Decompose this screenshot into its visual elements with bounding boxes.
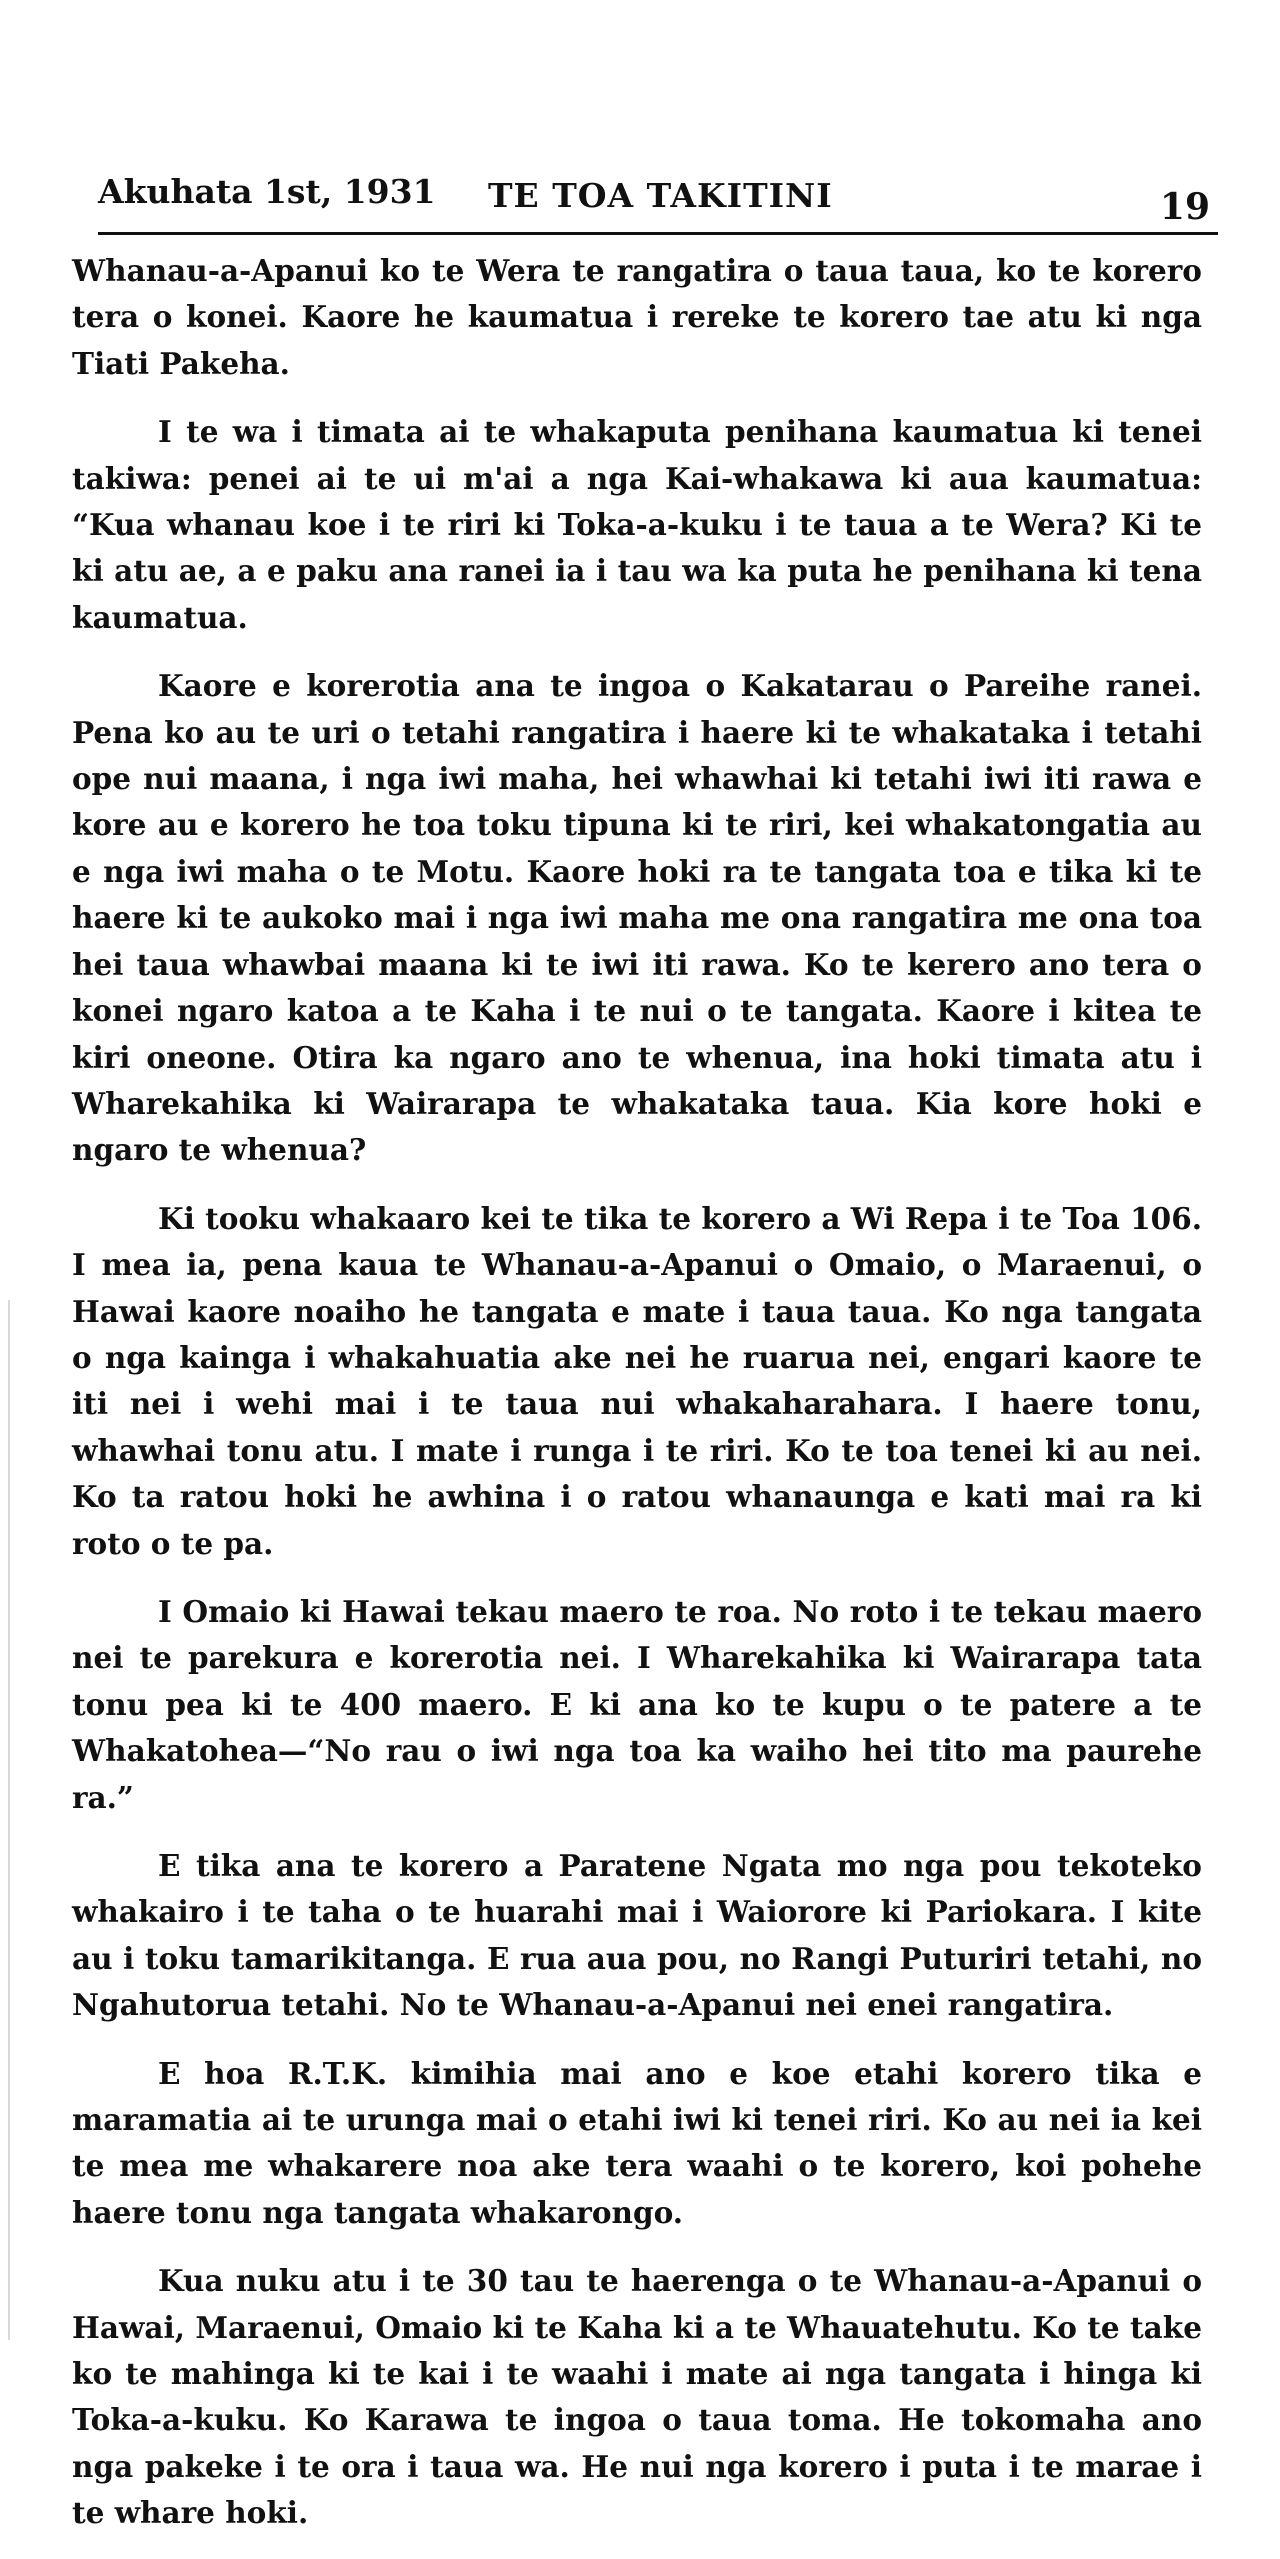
publication-title: TE TOA TAKITINI xyxy=(488,176,833,215)
paragraph-8: Kua nuku atu i te 30 tau te haerenga o te Whanau-a-Apanui o Hawai, Maraenui, Omaio ki te Kaha ki a te Whauatehutu. Ko te take ko te mahinga ki te kai i te waahi i mate ai nga tangata i hinga ki Toka-a-kuku. Ko Karawa te ingoa o taua toma. He tokomaha ano nga pakeke i te ora i taua wa. He nui nga korero i puta i te marae i te whare hoki. xyxy=(72,2263,1202,2531)
paragraph-1: Whanau-a-Apanui ko te Wera te rangatira o taua taua, ko te korero tera o konei. Kaore he kaumatua i rereke te korero tae atu ki nga Tiati Pakeha. xyxy=(72,253,1202,381)
paragraph-4: Ki tooku whakaaro kei te tika te korero a Wi Repa i te Toa 106. I mea ia, pena kaua te Whanau-a-Apanui o Omaio, o Maraenui, o Hawai kaore noaiho he tangata e mate i taua taua. Ko nga tangata o nga kainga i whakahuatia ake nei he ruarua nei, engari kaore te iti nei i wehi mai i te taua nui whakaharahara. I haere tonu, whawhai tonu atu. I mate i runga i te riri. Ko te toa tenei ki au nei. Ko ta ratou hoki he awhina i o ratou whanaunga e kati mai ra ki roto o te pa. xyxy=(72,1200,1202,1561)
page-edge-shadow xyxy=(8,1300,10,2340)
page-header xyxy=(98,162,1218,235)
article-body xyxy=(72,248,1202,2559)
paragraph-2: I te wa i timata ai te whakaputa penihana kaumatua ki tenei takiwa: penei ai te ui m'ai a nga Kai-whakawa ki aua kaumatua: “Kua whanau koe i te riri ki Toka-a-kuku i te taua a te Wera? Ki te ki atu ae, a e paku ana ranei ia i tau wa ka puta he penihana ki tena kaumatua. xyxy=(72,414,1202,635)
paragraph-6: E tika ana te korero a Paratene Ngata mo nga pou tekoteko whakairo i te taha o te huarahi mai i Waiorore ki Pariokara. I kite au i toku tamarikitanga. E rua aua pou, no Rangi Puturiri tetahi, no Ngahutorua tetahi. No te Whanau-a-Apanui nei enei rangatira. xyxy=(72,1848,1202,2023)
paragraph-3: Kaore e korerotia ana te ingoa o Kakatarau o Pareihe ranei. Pena ko au te uri o tetahi rangatira i haere ki te whakataka i tetahi ope nui maana, i nga iwi maha, hei whawhai ki tetahi iwi iti rawa e kore au e korero he toa toku tipuna ki te riri, kei whakatongatia au e nga iwi maha o te Motu. Kaore hoki ra te tangata toa e tika ki te haere ki te aukoko mai i nga iwi maha me ona rangatira me ona toa hei taua whawbai maana ki te iwi iti rawa. Ko te kerero ano tera o konei ngaro katoa a te Kaha i te nui o te tangata. Kaore i kitea te kiri oneone. Otira ka ngaro ano te whenua, ina hoki timata atu i Wharekahika ki Wairarapa te whakataka taua. Kia kore hoki e ngaro te whenua? xyxy=(72,668,1202,1168)
page-number: 19 xyxy=(1159,186,1210,228)
issue-date: Akuhata 1st, 1931 xyxy=(98,172,436,211)
paragraph-5: I Omaio ki Hawai tekau maero te roa. No roto i te tekau maero nei te parekura e korerotia nei. I Wharekahika ki Wairarapa tata tonu pea ki te 400 maero. E ki ana ko te kupu o te patere a te Whakatohea—“No rau o iwi nga toa ka waiho hei tito ma paurehe ra.” xyxy=(72,1593,1202,1815)
paragraph-7: E hoa R.T.K. kimihia mai ano e koe etahi korero tika e maramatia ai te urunga mai o etahi iwi ki tenei riri. Ko au nei ia kei te mea me whakarere noa ake tera waahi o te korero, koi pohehe haere tonu nga tangata whakarongo. xyxy=(72,2055,1202,2230)
